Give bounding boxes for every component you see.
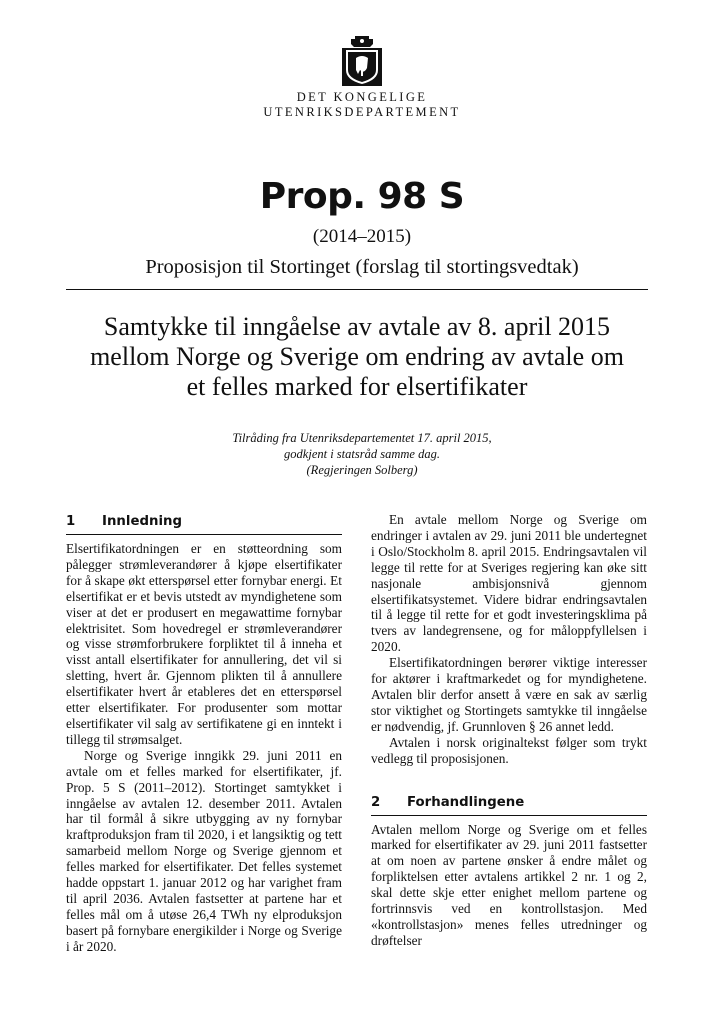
section-title: Innledning	[102, 514, 182, 529]
section-heading-introduction	[66, 512, 342, 535]
body-paragraph: Avtalen i norsk originaltekst følger som trykt vedlegg til proposisjonen.	[371, 734, 647, 766]
recommendation-line: Tilråding fra Utenriksdepartementet 17. april 2015,	[232, 431, 492, 445]
recommendation-note	[0, 430, 724, 478]
body-paragraph: Avtalen mellom Norge og Sverige om et felles marked for elsertifikater av 29. juni 2011 fastsetter at om noen av partene ønsker å endre målet og forpliktelsen etter avtalens artikkel 2 nr. 1 og 2, skal dette skje etter enighet mellom partene og fortrinnsvis ved en kontrollstasjon. Med «kontrollstasjon» menes felles utredninger og drøftelser	[371, 821, 647, 948]
session-years: (2014–2015)	[312, 226, 412, 247]
recommendation-line: godkjent i statsråd samme dag.	[284, 447, 440, 461]
proposition-number: Prop. 98 S	[259, 176, 465, 217]
title-line: mellom Norge og Sverige om endring av avtale om	[90, 342, 624, 371]
recommendation-line: (Regjeringen Solberg)	[306, 463, 418, 477]
section-number: 2	[371, 794, 381, 810]
section-number: 1	[66, 514, 76, 529]
body-paragraph: En avtale mellom Norge og Sverige om endringer i avtalen av 29. juni 2011 ble undertegnet i Oslo/Stockholm 8. april 2015. Endringsavtalen vil legge til rette for at Sveriges regjering kan øke sitt nasjonale ambisjonsnivå gjennom elsertifikatsystemet. Videre bidrar endringsavtalen til å legge til rette for et godt investeringsklima på tvers av landegrensene, og for måloppfyllelsen i 2020.	[371, 512, 647, 655]
right-column	[371, 512, 647, 949]
coat-of-arms-icon	[342, 36, 382, 86]
ministry-logo	[0, 36, 724, 120]
body-paragraph: Elsertifikatordningen berører viktige interesser for aktører i kraftmarkedet og for myndighetene. Avtalen blir derfor ansett å være en sak av særlig stor viktighet og Stortingets samtykke til inngåelse er nødvendig, jf. Grunnloven § 26 annet ledd.	[371, 655, 647, 734]
title-divider	[66, 289, 648, 290]
title-line: et felles marked for elsertifikater	[186, 372, 528, 401]
ministry-name-line2: UTENRIKSDEPARTEMENT	[263, 105, 461, 119]
body-paragraph: Elsertifikatordningen er en støtteordning som pålegger strømleverandører å kjøpe elsertifikater for å skape økt etterspørsel etter fornybar energi. Et elsertifikat er et bevis utstedt av myndighetene som viser at det er produsert en megawattime fornybar elektrisitet. Som hovedregel er strømleverandører og visse strømforbrukere forpliktet til å inneha et visst antall elsertifikater for annullering, det vil si sletting, hvert år. Gjennom plikten til å annullere elsertifikater hvert år etableres det en etterspørsel etter elsertifikater. For produsenter som mottar elsertifikater vil salg av sertifikatene gi en inntekt i tillegg til strømsalget.	[66, 541, 342, 747]
body-paragraph: Norge og Sverige inngikk 29. juni 2011 en avtale om et felles marked for elsertifikater, jf. Prop. 5 S (2011–2012). Stortinget samtykket i inngåelse av avtalen 12. desember 2011. Avtalen har til formål å sikre utbygging av ny fornybar kraftproduksjon fram til 2020, i et langsiktig og tett samarbeid mellom Norge og Sverige gjennom et felles marked for elsertifikater. Det felles systemet hadde oppstart 1. januar 2012 og har varighet fram til april 2036. Avtalen fastsetter at partene har et felles mål om å utøse 26,4 TWh ny elproduksjon basert på fornybare energikilder i Norge og Sverige i år 2020.	[66, 747, 342, 954]
document-title	[66, 312, 648, 402]
section-title: Forhandlingene	[407, 794, 525, 810]
section-heading-negotiations	[371, 793, 647, 816]
section-spacer	[371, 767, 647, 793]
title-line: Samtykke til inngåelse av avtale av 8. april 2015	[103, 312, 611, 341]
left-column	[66, 512, 342, 955]
ministry-name-line1: DET KONGELIGE	[296, 90, 428, 104]
proposition-type: Proposisjon til Stortinget (forslag til stortingsvedtak)	[145, 256, 579, 278]
